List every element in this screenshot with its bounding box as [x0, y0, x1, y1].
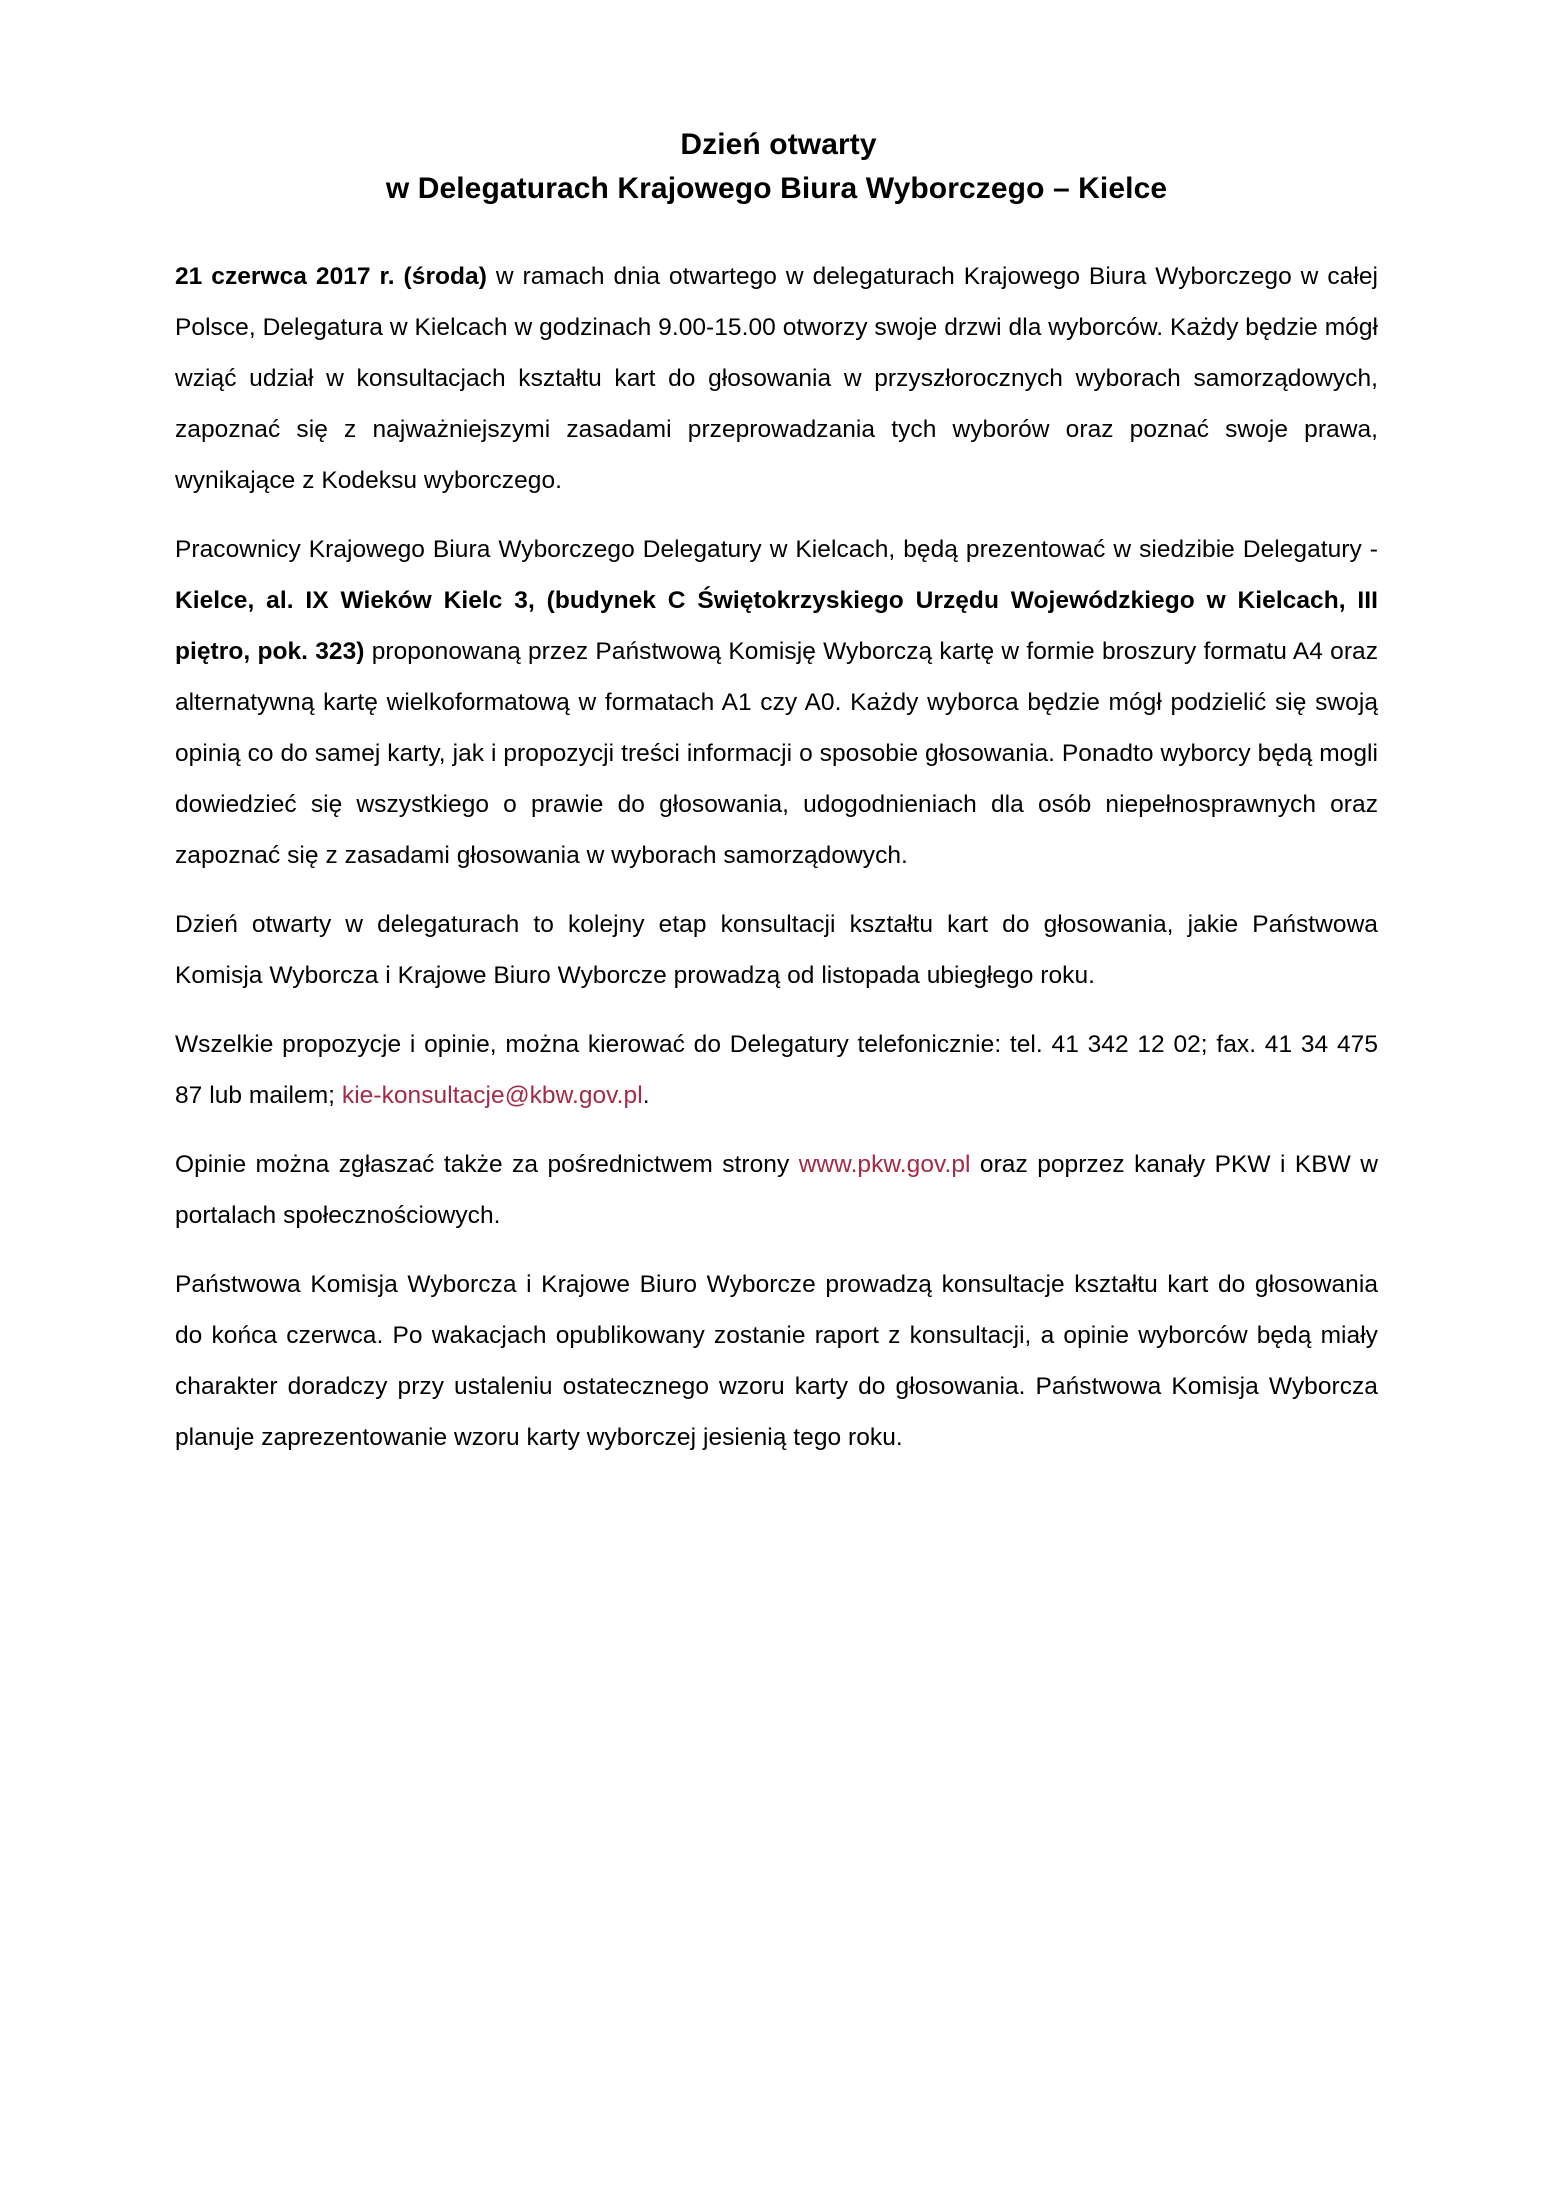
- paragraph-intro-text: w ramach dnia otwartego w delegaturach Krajowego Biura Wyborczego w całej Polsce, Delegatura w Kielcach w godzinach 9.00-15.00 otworzy swoje drzwi dla wyborców. Każdy będzie mógł wziąć udział w konsultacjach kształtu kart do głosowania w przyszłorocznych wyborach samorządowych, zapoznać się z najważniejszymi zasadami przeprowadzania tych wyborów oraz poznać swoje prawa, wynikające z Kodeksu wyborczego.: [175, 263, 1378, 494]
- email-link[interactable]: kie-konsultacje@kbw.gov.pl: [341, 1082, 643, 1109]
- paragraph-website: [175, 1139, 1378, 1241]
- paragraph-timeline: Państwowa Komisja Wyborcza i Krajowe Biuro Wyborcze prowadzą konsultacje kształtu kart do głosowania do końca czerwca. Po wakacjach opublikowany zostanie raport z konsultacji, a opinie wyborców będą miały charakter doradczy przy ustaleniu ostatecznego wzoru karty do głosowania. Państwowa Komisja Wyborcza planuje zaprezentowanie wzoru karty wyborczej jesienią tego roku.: [175, 1271, 1378, 1451]
- paragraph-contact-suffix: .: [642, 1082, 650, 1109]
- page-title-line-1: Dzień otwarty: [680, 128, 877, 161]
- paragraph-website-prefix: Opinie można zgłaszać także za pośrednictwem strony: [175, 1151, 799, 1178]
- website-link[interactable]: www.pkw.gov.pl: [798, 1151, 971, 1178]
- paragraph-contact-prefix: Wszelkie propozycje i opinie, można kierować do Delegatury telefonicznie: tel. 41 342 12 02; fax. 41 34 475 87 lub mailem;: [175, 1031, 1378, 1109]
- paragraph-location-suffix: proponowaną przez Państwową Komisję Wyborczą kartę w formie broszury formatu A4 oraz alternatywną kartę wielkoformatową w formatach A1 czy A0. Każdy wyborca będzie mógł podzielić się swoją opinią co do samej karty, jak i propozycji treści informacji o sposobie głosowania. Ponadto wyborcy będą mogli dowiedzieć się wszystkiego o prawie do głosowania, udogodnieniach dla osób niepełnosprawnych oraz zapoznać się z zasadami głosowania w wyborach samorządowych.: [175, 638, 1379, 869]
- page-title-line-2: w Delegaturach Krajowego Biura Wyborczego – Kielce: [385, 172, 1168, 205]
- venue-address-bold: Kielce, al. IX Wieków Kielc 3, (budynek C Świętokrzyskiego Urzędu Wojewódzkiego w Kielcach, III piętro, pok. 323): [175, 587, 1378, 665]
- paragraph-intro: [175, 251, 1378, 506]
- paragraph-website-suffix: oraz poprzez kanały PKW i KBW w portalach społecznościowych.: [175, 1151, 1378, 1229]
- paragraph-consultation-stage: Dzień otwarty w delegaturach to kolejny etap konsultacji kształtu kart do głosowania, jakie Państwowa Komisja Wyborcza i Krajowe Biuro Wyborcze prowadzą od listopada ubiegłego roku.: [175, 911, 1378, 989]
- paragraph-contact: [175, 1019, 1378, 1121]
- paragraph-location: [175, 524, 1378, 881]
- event-date-bold: 21 czerwca 2017 r. (środa): [175, 263, 487, 290]
- paragraph-location-prefix: Pracownicy Krajowego Biura Wyborczego Delegatury w Kielcach, będą prezentować w siedzibie Delegatury -: [175, 536, 1378, 563]
- page-title: [175, 123, 1378, 211]
